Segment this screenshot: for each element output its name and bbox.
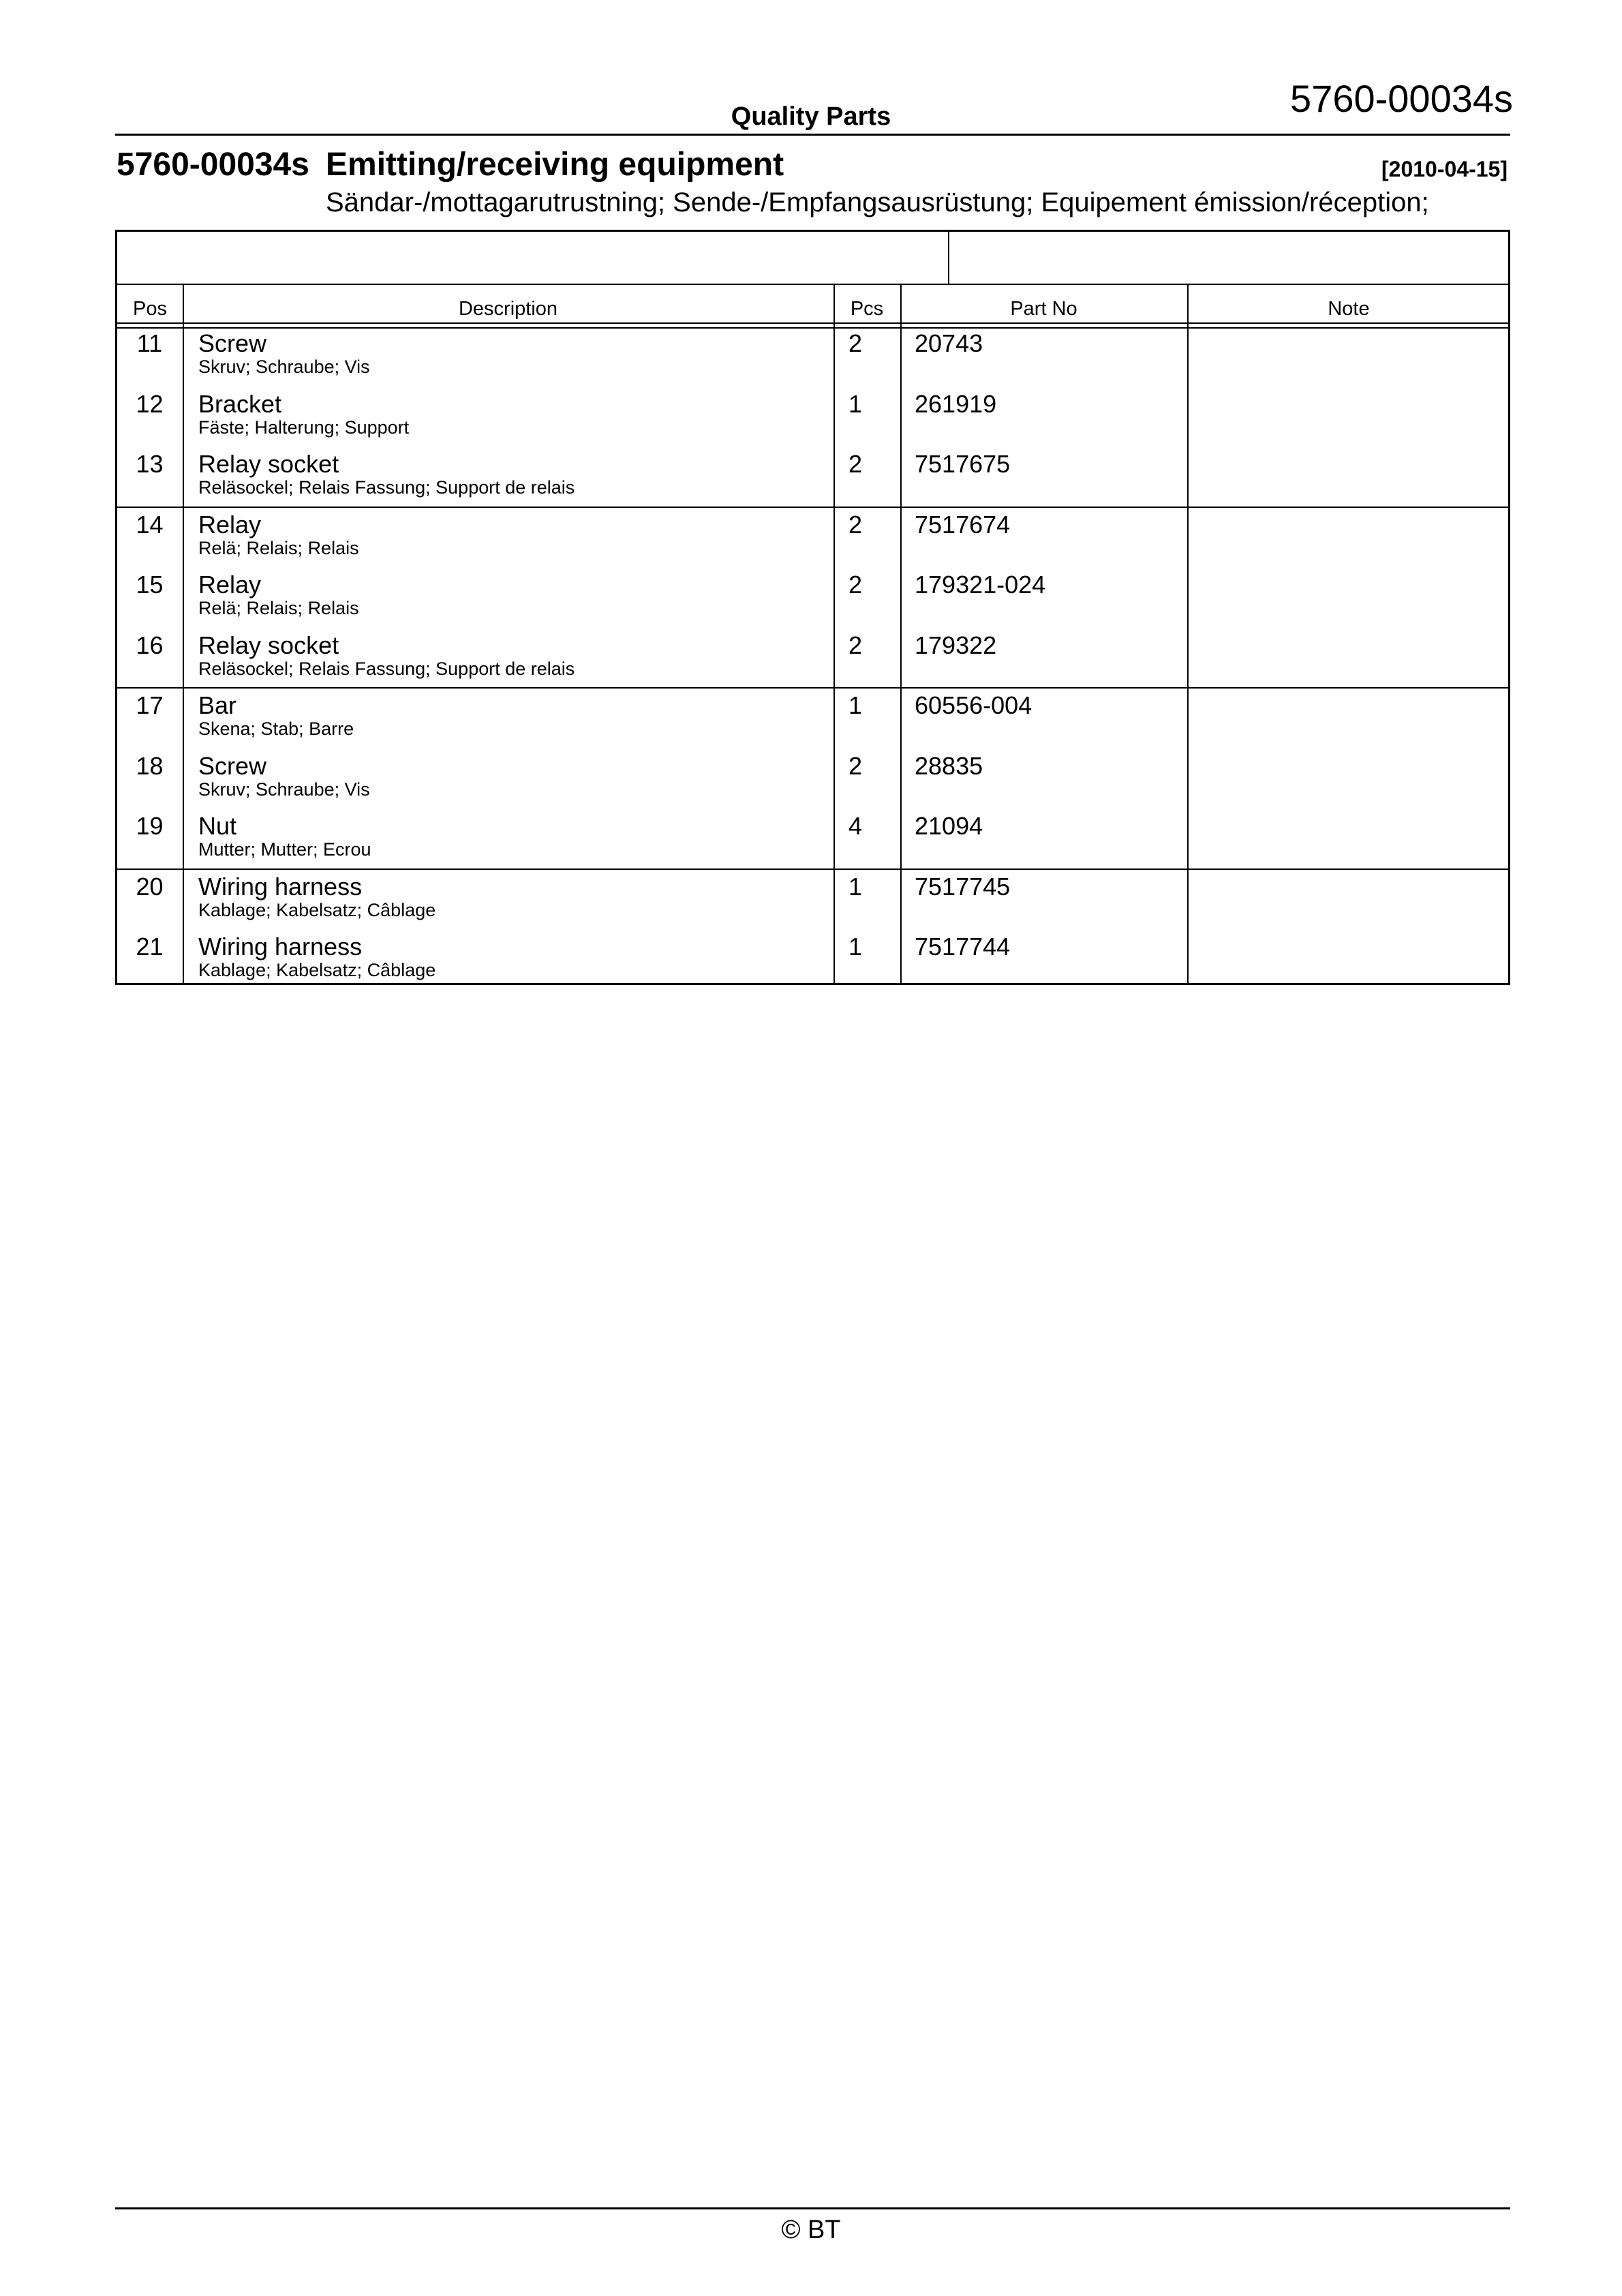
row-description: Relay socket (198, 450, 339, 478)
row-pos: 17 (136, 691, 164, 719)
section-title: Emitting/receiving equipment (326, 147, 784, 183)
table-row (117, 691, 1508, 749)
row-part-no: 261919 (915, 390, 997, 418)
row-pos: 15 (136, 571, 164, 599)
document-code: 5760-00034s (1290, 77, 1513, 120)
column-header-pos: Pos (133, 298, 167, 320)
row-description: Relay socket (198, 631, 339, 659)
row-pos: 12 (136, 390, 164, 418)
row-pos: 11 (136, 329, 163, 357)
row-pcs: 2 (848, 450, 863, 478)
section-date: [2010-04-15] (1381, 157, 1508, 181)
row-translations: Relä; Relais; Relais (198, 538, 359, 558)
row-part-no: 7517745 (915, 873, 1011, 901)
running-title: Quality Parts (731, 102, 891, 131)
row-part-no: 20743 (915, 329, 983, 357)
row-pcs: 2 (848, 571, 863, 599)
row-pcs: 2 (848, 511, 863, 539)
row-translations: Skruv; Schraube; Vis (198, 357, 370, 377)
table-header-rule (117, 322, 1508, 324)
table-row (117, 329, 1508, 387)
row-pcs: 2 (848, 329, 863, 357)
row-translations: Mutter; Mutter; Ecrou (198, 839, 371, 860)
row-part-no: 7517674 (915, 511, 1011, 539)
header-rule (115, 134, 1510, 136)
row-part-no: 21094 (915, 812, 983, 840)
row-pcs: 2 (848, 752, 863, 780)
column-header-part-no: Part No (1010, 298, 1077, 320)
section-translations: Sändar-/mottagarutrustning; Sende-/Empfangsausrüstung; Equipement émission/réception; (326, 187, 1429, 217)
row-description: Bracket (198, 390, 282, 418)
table-row (117, 631, 1508, 689)
row-pos: 13 (136, 450, 164, 478)
row-pos: 21 (136, 933, 164, 961)
row-pcs: 4 (848, 812, 863, 840)
footer-rule (115, 2207, 1510, 2209)
table-row (117, 872, 1508, 931)
row-pcs: 1 (848, 933, 863, 961)
column-header-note: Note (1328, 298, 1370, 320)
table-row (117, 449, 1508, 508)
row-translations: Relä; Relais; Relais (198, 598, 359, 618)
row-part-no: 7517744 (915, 933, 1011, 961)
row-description: Relay (198, 511, 262, 539)
row-pos: 18 (136, 752, 164, 780)
row-translations: Kablage; Kabelsatz; Câblage (198, 960, 436, 980)
section-code: 5760-00034s (117, 147, 309, 183)
parts-table (115, 230, 1510, 985)
row-pcs: 2 (848, 631, 863, 659)
row-part-no: 7517675 (915, 450, 1011, 478)
row-part-no: 179321-024 (915, 571, 1046, 599)
row-part-no: 28835 (915, 752, 983, 780)
row-pcs: 1 (848, 390, 863, 418)
row-pos: 19 (136, 812, 164, 840)
footer-copyright: © BT (781, 2216, 841, 2244)
row-translations: Fäste; Halterung; Support (198, 417, 410, 438)
row-translations: Reläsockel; Relais Fassung; Support de relais (198, 477, 575, 498)
column-header-description: Description (458, 298, 558, 320)
row-description: Screw (198, 752, 267, 780)
row-description: Bar (198, 691, 237, 719)
row-pcs: 1 (848, 691, 863, 719)
table-row (117, 811, 1508, 870)
column-header-pcs: Pcs (850, 298, 884, 320)
table-row (117, 389, 1508, 448)
row-translations: Reläsockel; Relais Fassung; Support de relais (198, 659, 575, 679)
table-row (117, 510, 1508, 569)
row-description: Wiring harness (198, 873, 363, 901)
row-translations: Skena; Stab; Barre (198, 719, 354, 739)
table-row (117, 570, 1508, 629)
row-part-no: 60556-004 (915, 691, 1032, 719)
row-pcs: 1 (848, 873, 863, 901)
row-description: Relay (198, 571, 262, 599)
table-top-rule (117, 284, 1508, 285)
top-box-divider (948, 232, 949, 284)
row-pos: 14 (136, 511, 164, 539)
row-description: Wiring harness (198, 933, 363, 961)
row-translations: Kablage; Kabelsatz; Câblage (198, 900, 436, 920)
row-description: Screw (198, 329, 267, 357)
row-pos: 16 (136, 631, 164, 659)
row-part-no: 179322 (915, 631, 997, 659)
table-row (117, 932, 1508, 991)
row-translations: Skruv; Schraube; Vis (198, 779, 370, 800)
row-description: Nut (198, 812, 237, 840)
table-row (117, 751, 1508, 810)
row-pos: 20 (136, 873, 164, 901)
